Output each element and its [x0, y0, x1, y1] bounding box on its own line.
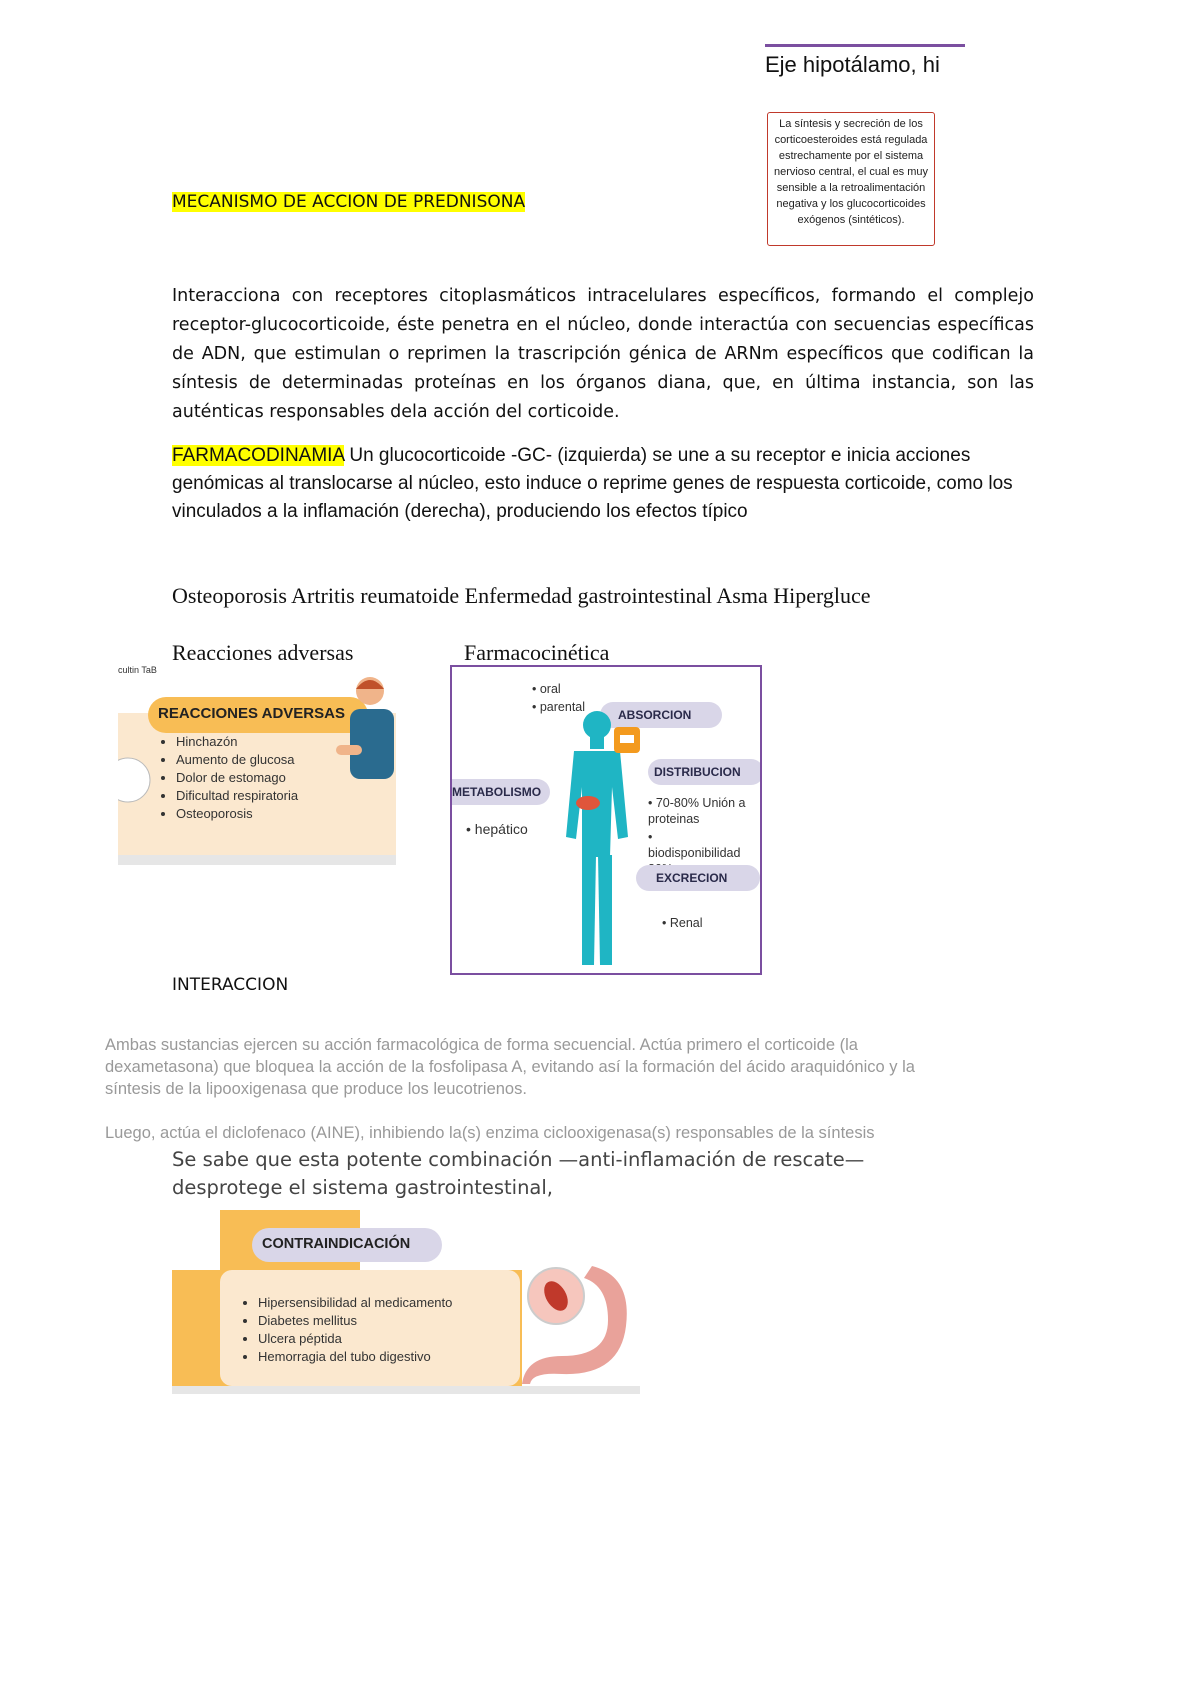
ra-title: REACCIONES ADVERSAS	[158, 705, 345, 722]
list-item: • Dolor de estomago	[176, 769, 298, 787]
ci-title: CONTRAINDICACIÓN	[262, 1236, 411, 1252]
mecanismo-body: Interacciona con receptores citoplasmáticos intracelulares específicos, formando el complejo receptor-glucocorticoide, éste penetra en el núcleo, donde interactúa con secuencias específicas de ADN, que estimulan o reprimen la trascripción génica de ARNm específicos que codifican la síntesis de determinadas proteínas en los órganos diana, que, en última instancia, son las auténticas responsables dela acción del corticoide.	[172, 286, 1034, 422]
pill-box-icon	[612, 725, 642, 755]
stomach-icon	[522, 1256, 640, 1386]
farmacocinetica-image	[450, 665, 762, 975]
list-item: • Hemorragia del tubo digestivo	[258, 1348, 452, 1366]
eje-title: Eje hipotálamo, hi	[765, 52, 940, 77]
interaccion-overlay-text: Se sabe que esta potente combinación —anti-inflamación de rescate— desprotege el sistema gastrointestinal,	[172, 1146, 972, 1202]
reacciones-adversas-image	[118, 665, 396, 865]
absorcion-label: ABSORCION	[618, 708, 692, 722]
farmacodinamia-paragraph	[172, 442, 1034, 526]
list-item: • Aumento de glucosa	[176, 751, 298, 769]
list-item: • Ulcera péptida	[258, 1330, 452, 1348]
interaccion-paragraph-1: Ambas sustancias ejercen su acción farmacológica de forma secuencial. Actúa primero el corticoide (la dexametasona) que bloquea la acción de la fosfolipasa A, evitando así la formación del ácido araquidónico y la síntesis de la lipooxigenasa que produce los leucotrienos.	[105, 1036, 915, 1098]
ci-list	[244, 1294, 452, 1366]
distribucion-item: • 70-80% Unión a proteinas	[648, 796, 746, 826]
eje-hipotalamo-image	[765, 30, 965, 260]
farmacodinamia-label: FARMACODINAMIA	[172, 445, 345, 466]
person-illustration-icon	[336, 665, 396, 805]
list-item: • Dificultad respiratoria	[176, 787, 298, 805]
ci-bottom-strip	[172, 1386, 640, 1394]
doctor-illustration-icon	[118, 740, 158, 830]
distribucion-item: • biodisponibilidad	[648, 830, 741, 860]
interaccion-title: INTERACCION	[172, 975, 289, 995]
ra-bottom-strip	[118, 855, 396, 865]
interaccion-paragraph-2: Luego, actúa el diclofenaco (AINE), inhibiendo la(s) enzima ciclooxigenasa(s) responsables de la síntesis	[105, 1124, 875, 1142]
excrecion-item: • Renal	[662, 916, 703, 930]
list-item: • Diabetes mellitus	[258, 1312, 452, 1330]
conditions-list: Osteoporosis Artritis reumatoide Enfermedad gastrointestinal Asma Hipergluce	[172, 583, 871, 608]
list-item: • Hipersensibilidad al medicamento	[258, 1294, 452, 1312]
ra-list	[162, 733, 298, 823]
eje-text-box: La síntesis y secreción de los corticoesteroides está regulada estrechamente por el sistema nervioso central, el cual es muy sensible a la retroalimentación negativa y los glucocorticoides exógenos (sintéticos).	[767, 112, 935, 246]
farmacodinamia-text: Un glucocorticoide -GC- (izquierda) se une a su receptor e inicia acciones genómicas al translocarse al núcleo, esto induce o reprime genes de respuesta corticoide, como los vinculados a la inflamación (derecha), produciendo los efectos típico	[172, 445, 1013, 522]
metabolismo-label: METABOLISMO	[452, 785, 542, 799]
mecanismo-title	[172, 192, 525, 212]
route-oral: • oral	[532, 682, 561, 696]
eje-top-bar	[765, 44, 965, 47]
contraindicacion-image	[172, 1210, 640, 1394]
reacciones-label: Reacciones adversas	[172, 640, 354, 665]
mecanismo-title-text: MECANISMO DE ACCION DE PREDNISONA	[172, 192, 526, 212]
farmacocinetica-label: Farmacocinética	[464, 640, 610, 665]
list-item: • Hinchazón	[176, 733, 298, 751]
list-item: • Osteoporosis	[176, 805, 298, 823]
route-parental: • parental	[532, 700, 586, 714]
distribucion-label: DISTRIBUCION	[654, 765, 741, 779]
excrecion-label: EXCRECION	[656, 871, 728, 885]
metabolismo-item: • hepático	[466, 821, 528, 837]
ra-corner-text: cultin TaB	[118, 665, 157, 675]
